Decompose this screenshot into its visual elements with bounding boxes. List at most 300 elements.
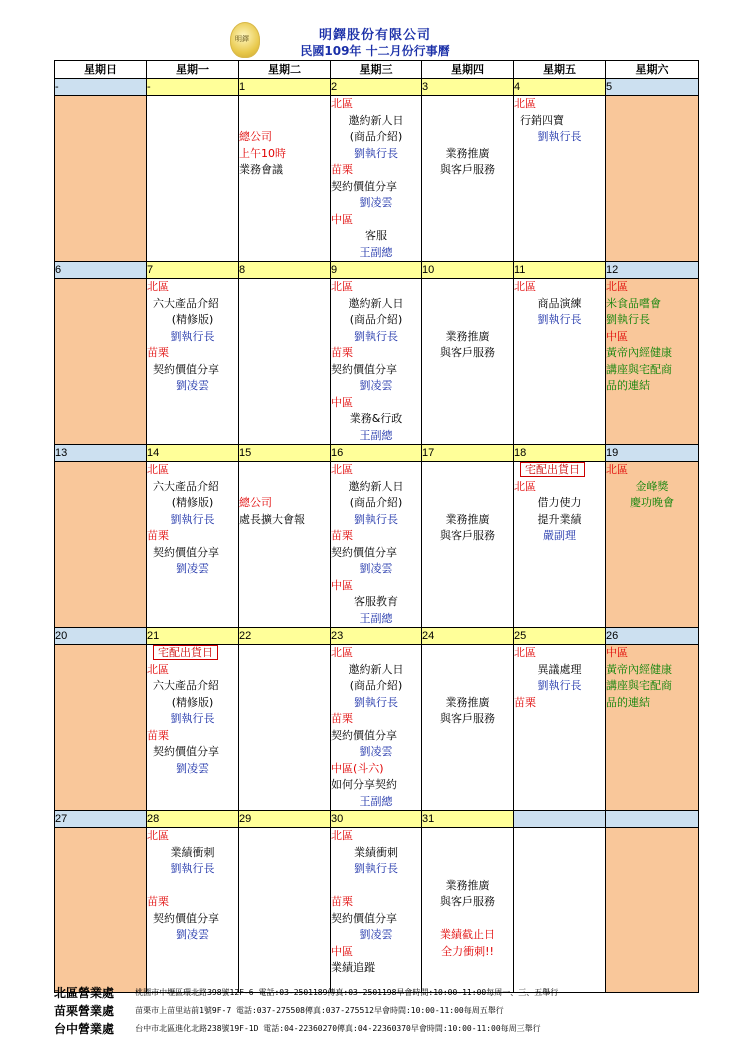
event-text: 劉執行長 [606,313,650,326]
event-line [422,845,513,862]
event-line [514,662,605,679]
weekday-header: 星期日 [55,61,147,79]
event-text: 王副總 [359,611,393,625]
day-cell [239,828,331,993]
event-text: 黃帝內經健康 [606,346,672,359]
event-line [331,495,421,512]
weekday-header: 星期三 [331,61,422,79]
event-text: 苗栗 [147,529,169,542]
event-text: 中區 [331,395,353,409]
event-line [331,594,421,611]
event-line [422,695,513,712]
event-line [331,362,421,379]
day-cell [514,96,606,262]
event-line [147,495,238,512]
event-line [147,362,238,379]
event-line [422,512,513,529]
event-line [331,611,421,628]
day-number: 6 [55,262,147,279]
event-line [331,761,421,778]
event-text: 業務推廣 [445,329,490,343]
day-cell [422,645,514,811]
day-cell [606,645,699,811]
day-number: 18 [514,445,606,462]
event-line [331,411,421,428]
event-text: 借力使力 [537,496,582,509]
event-text: 業務&行政 [349,412,403,425]
day-number-row [55,811,699,828]
day-number: 24 [422,628,514,645]
event-line [147,528,238,545]
day-cell [422,96,514,262]
event-line [331,561,421,578]
delivery-day-label: 宅配出貨日 [520,462,585,477]
event-line [606,462,698,479]
event-line [606,645,698,662]
event-text: 品的連結 [606,695,650,709]
event-line [147,678,238,695]
event-line [147,296,238,313]
day-number: 19 [606,445,699,462]
day-cell [514,645,606,811]
day-number-row [55,445,699,462]
event-line [147,711,238,728]
event-text: 劉執行長 [170,512,215,526]
event-line [422,878,513,895]
event-text: 黃帝內經健康 [606,662,672,676]
event-line [422,495,513,512]
event-text: 與客戶服務 [440,712,495,725]
event-line [331,645,421,662]
event-line [331,794,421,811]
day-number: 5 [606,79,699,96]
event-line [514,479,605,496]
event-line [331,279,421,296]
event-line [514,695,605,712]
event-line [331,828,421,845]
day-number: 16 [331,445,422,462]
day-number: 10 [422,262,514,279]
office-row [54,1000,714,1018]
event-line [606,495,698,512]
event-text: 北區 [147,662,169,676]
event-line [147,329,238,346]
event-line [239,129,330,146]
event-line [422,894,513,911]
event-line [422,645,513,662]
day-number: 22 [239,628,331,645]
event-text: 如何分享契約 [331,778,397,791]
event-text: 六大產品介紹 [153,479,219,493]
event-text: 苗栗 [147,728,169,742]
event-text: 邀約新人日 [348,662,404,676]
event-line [331,545,421,562]
day-cell [422,828,514,993]
event-text: 劉執行長 [354,512,398,526]
day-number: 28 [147,811,239,828]
office-info: 台中市北區進化北路238號19F-1D 電話:04-22360270傳真:04-22360370早會時間:10:00-11:00每周三舉行 [135,1024,541,1033]
event-text: 劉執行長 [354,329,398,343]
event-line [147,894,238,911]
event-line [331,894,421,911]
event-line [422,828,513,845]
event-text: 契約價值分享 [331,545,397,559]
event-text: 中區 [606,329,628,343]
day-number: 30 [331,811,422,828]
day-cell [422,279,514,445]
event-text: (商品介紹) [349,313,403,326]
event-line [331,312,421,329]
day-cell [147,279,239,445]
event-line [606,662,698,679]
event-text: 契約價值分享 [153,745,219,758]
event-text: 苗栗 [514,695,536,709]
event-text: 客服 [365,229,387,242]
event-text: 北區 [331,829,353,842]
event-line [331,96,421,113]
event-text: 苗栗 [147,895,169,908]
event-text: 業績截止日 [440,928,495,941]
event-line [331,428,421,445]
event-line [331,395,421,412]
event-line [331,378,421,395]
day-number: 11 [514,262,606,279]
event-line [147,645,238,662]
event-line [331,728,421,745]
day-cell [239,462,331,628]
event-line [331,296,421,313]
event-text: 劉凌雲 [359,562,393,575]
office-name: 苗栗營業處 [54,1004,115,1018]
event-line [147,662,238,679]
day-number: - [147,79,239,96]
event-line [331,479,421,496]
event-text: 總公司 [239,130,272,143]
office-info: 桃園市中壢區環北路398號12F-6 電話:03-2501189傳真:03-2501198早會時間:10:00-11:00每周一、三、五舉行 [135,988,559,997]
event-line [239,162,330,179]
event-text: 中區 [331,578,353,592]
weekday-header: 星期一 [147,61,239,79]
event-text: 邀約新人日 [348,296,404,310]
event-text: 客服教育 [354,595,398,608]
event-line [606,479,698,496]
event-text: 北區 [147,280,169,293]
day-number: 21 [147,628,239,645]
event-text: (商品介紹) [349,496,403,509]
event-text: 北區 [331,463,353,476]
day-cell [147,462,239,628]
event-text: 契約價值分享 [331,911,397,925]
event-line [331,878,421,895]
day-cell [55,645,147,811]
event-line [147,561,238,578]
delivery-day-label: 宅配出貨日 [153,645,218,660]
event-line [514,528,605,545]
event-line [514,312,605,329]
day-cell [606,828,699,993]
event-line [147,479,238,496]
event-text: 劉凌雲 [359,745,393,758]
event-text: 異議處理 [537,662,582,676]
event-line [239,96,330,113]
event-line [422,944,513,961]
event-text: 業績衝刺 [170,845,215,859]
event-line [606,362,698,379]
event-text: 北區 [606,280,628,293]
event-text: 與客戶服務 [440,529,495,542]
event-line [147,861,238,878]
event-line [147,545,238,562]
day-number [514,811,606,828]
event-line [606,279,698,296]
event-text: 劉執行長 [354,146,398,160]
event-line [422,462,513,479]
event-text: 北區 [514,479,536,493]
event-line [147,878,238,895]
event-line [422,162,513,179]
event-line [514,296,605,313]
office-info: 苗栗市上苗里站前1號9F-7 電話:037-275508傳真:037-275512早會時間:10:00-11:00每周五舉行 [135,1006,504,1015]
event-line [147,462,238,479]
event-line [422,113,513,130]
event-line [514,462,605,479]
event-text: 北區 [331,646,353,659]
event-line [147,744,238,761]
weekday-header: 星期二 [239,61,331,79]
event-text: 王副總 [359,428,393,442]
event-text: 北區 [514,646,536,659]
event-line [331,462,421,479]
event-text: (商品介紹) [349,130,403,143]
event-text: 苗栗 [331,163,353,176]
event-text: 業績衝刺 [354,845,398,859]
event-text: 中區 [331,944,353,958]
event-text: 米食品嚐會 [606,296,661,310]
office-name: 台中營業處 [54,1022,115,1036]
event-text: 與客戶服務 [440,895,495,908]
event-line [422,345,513,362]
event-line [147,279,238,296]
event-line [331,927,421,944]
day-number: 20 [55,628,147,645]
event-line [331,578,421,595]
day-number: 2 [331,79,422,96]
event-text: 中區 [331,212,353,226]
event-line [422,146,513,163]
event-text: 苗栗 [331,346,353,359]
day-number: 15 [239,445,331,462]
event-text: 劉執行長 [170,712,215,725]
event-text: 中區(斗六) [331,761,384,775]
event-text: 契約價值分享 [153,545,219,559]
event-text: 契約價值分享 [331,179,397,193]
event-line [147,312,238,329]
calendar-table [54,60,699,993]
day-content-row [55,645,699,811]
event-line [514,113,605,130]
event-text: 行銷四寶 [520,113,564,127]
event-line [331,179,421,196]
day-number: 4 [514,79,606,96]
event-text: 業務推廣 [445,512,490,526]
day-cell [55,96,147,262]
event-line [331,162,421,179]
event-text: 北區 [514,280,536,293]
event-line [331,678,421,695]
event-line [422,329,513,346]
event-line [331,911,421,928]
event-line [331,146,421,163]
event-line [422,129,513,146]
day-cell [514,279,606,445]
event-text: 苗栗 [331,529,353,542]
event-line [331,245,421,262]
event-line [239,146,330,163]
event-line [147,911,238,928]
weekday-header: 星期五 [514,61,606,79]
event-text: (精修版) [171,313,214,326]
day-number: 17 [422,445,514,462]
calendar-title: 民國109年 十二月份行事曆 [300,44,450,58]
event-line [147,728,238,745]
event-line [606,329,698,346]
day-cell [606,96,699,262]
event-line [147,345,238,362]
event-text: 劉執行長 [537,313,582,326]
event-text: 金峰獎 [635,479,669,493]
event-line [606,678,698,695]
event-text: 劉凌雲 [359,196,393,209]
event-line [422,711,513,728]
day-cell [147,96,239,262]
event-line [331,960,421,977]
day-number: 7 [147,262,239,279]
day-number: 8 [239,262,331,279]
event-line [422,911,513,928]
event-text: (商品介紹) [349,679,403,692]
event-line [514,129,605,146]
event-text: 與客戶服務 [440,163,495,176]
event-text: 劉凌雲 [176,379,209,392]
day-cell [55,279,147,445]
day-number: 31 [422,811,514,828]
event-text: 商品演練 [537,296,582,310]
event-line [422,296,513,313]
day-cell [606,279,699,445]
event-line [147,845,238,862]
event-line [331,212,421,229]
day-number: 12 [606,262,699,279]
event-line [331,345,421,362]
event-text: 品的連結 [606,379,650,392]
event-line [331,662,421,679]
day-number-row [55,628,699,645]
event-line [514,96,605,113]
weekday-header: 星期四 [422,61,514,79]
day-number [606,811,699,828]
office-footer [54,982,714,1036]
day-cell [239,96,331,262]
event-text: 嚴副理 [543,529,576,542]
event-line [422,662,513,679]
weekday-header: 星期六 [606,61,699,79]
event-text: 劉凌雲 [359,379,393,392]
event-line [331,695,421,712]
day-cell [331,828,422,993]
event-line [331,512,421,529]
event-line [331,711,421,728]
event-line [331,845,421,862]
event-line [331,528,421,545]
day-number: 9 [331,262,422,279]
event-text: (精修版) [171,496,214,509]
event-text: 苗栗 [331,895,353,908]
day-number-row [55,262,699,279]
event-line [422,479,513,496]
office-row [54,1018,714,1036]
event-line [331,113,421,130]
day-number: 27 [55,811,147,828]
event-line [331,228,421,245]
event-line [331,744,421,761]
event-line [422,678,513,695]
day-cell [331,279,422,445]
day-cell [331,645,422,811]
event-text: 契約價值分享 [153,911,219,925]
event-text: 北區 [606,463,628,476]
event-line [239,512,330,529]
day-cell [514,462,606,628]
event-text: 六大產品介紹 [153,679,219,692]
day-content-row [55,828,699,993]
event-line [239,113,330,130]
event-line [239,462,330,479]
event-line [514,645,605,662]
event-text: 苗栗 [147,346,169,359]
day-number: 23 [331,628,422,645]
company-name: 明鐸股份有限公司 [318,28,431,43]
day-number: 26 [606,628,699,645]
event-text: 全力衝刺!! [441,944,494,958]
event-line [331,129,421,146]
day-cell [331,96,422,262]
day-cell [147,645,239,811]
event-text: 劉凌雲 [176,928,209,941]
event-line [331,944,421,961]
event-line [514,495,605,512]
event-line [422,96,513,113]
event-line [606,312,698,329]
event-text: 慶功晚會 [630,496,674,509]
event-text: 北區 [331,97,353,110]
event-text: 邀約新人日 [348,479,404,493]
event-line [147,512,238,529]
event-text: 劉執行長 [170,329,215,343]
event-text: 講座與宅配商 [606,679,672,692]
day-content-row [55,462,699,628]
event-text: 劉執行長 [537,679,582,692]
event-text: 北區 [147,829,169,842]
event-text: 劉執行長 [354,862,398,875]
day-number: 29 [239,811,331,828]
event-text: 六大產品介紹 [153,296,219,310]
event-text: 契約價值分享 [153,362,219,376]
page-header [0,0,750,58]
event-line [147,378,238,395]
day-number: - [55,79,147,96]
day-number-row [55,79,699,96]
day-content-row [55,96,699,262]
